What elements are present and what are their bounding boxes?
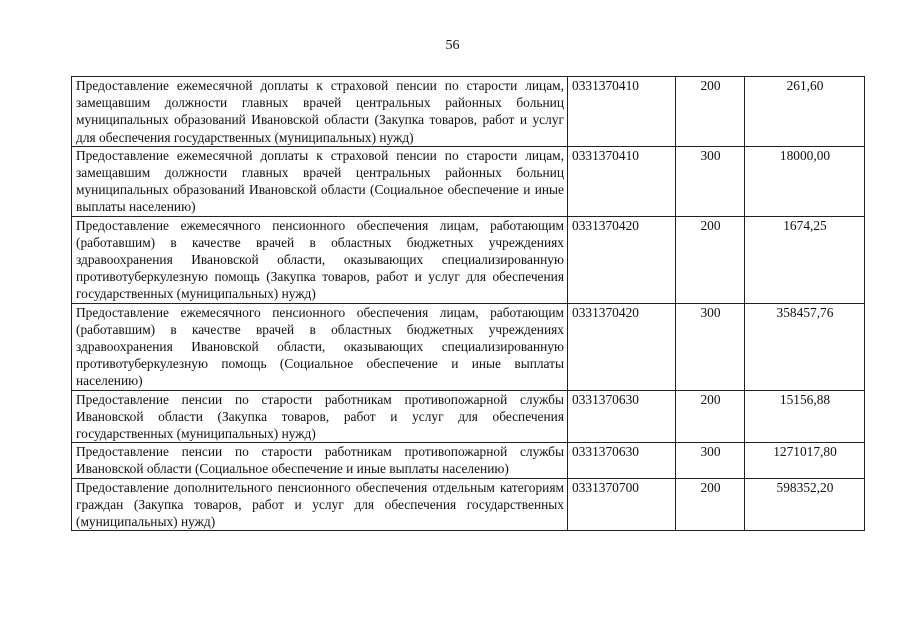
expense-description: Предоставление ежемесячного пенсионного обеспечения лицам, работающим (работавшим) в качестве врачей в областных бюджетных учреждениях здравоохранения Ивановской области, оказывающих специализированную противотуберкулезную помощь (Социальное обеспечение и иные выплаты населению)	[72, 303, 568, 390]
table-row	[72, 216, 865, 303]
target-item-code: 0331370420	[568, 303, 676, 390]
target-item-code: 0331370410	[568, 77, 676, 147]
expense-type-code: 200	[676, 478, 745, 531]
target-item-code: 0331370420	[568, 216, 676, 303]
expense-description: Предоставление пенсии по старости работникам противопожарной службы Ивановской области (Социальное обеспечение и иные выплаты населению)	[72, 443, 568, 478]
budget-table	[71, 76, 865, 531]
expense-description: Предоставление ежемесячной доплаты к страховой пенсии по старости лицам, замещавшим должности главных врачей центральных районных больниц муниципальных образований Ивановской области (Социальное обеспечение и иные выплаты населению)	[72, 146, 568, 216]
expense-description: Предоставление пенсии по старости работникам противопожарной службы Ивановской области (Закупка товаров, работ и услуг для обеспечения государственных (муниципальных) нужд)	[72, 390, 568, 443]
expense-type-code: 200	[676, 390, 745, 443]
target-item-code: 0331370630	[568, 390, 676, 443]
expense-type-code: 300	[676, 146, 745, 216]
amount-value: 18000,00	[745, 146, 865, 216]
target-item-code: 0331370630	[568, 443, 676, 478]
table-row	[72, 443, 865, 478]
amount-value: 598352,20	[745, 478, 865, 531]
amount-value: 15156,88	[745, 390, 865, 443]
amount-value: 1674,25	[745, 216, 865, 303]
amount-value: 261,60	[745, 77, 865, 147]
page-number: 56	[445, 38, 460, 53]
expense-description: Предоставление ежемесячной доплаты к страховой пенсии по старости лицам, замещавшим должности главных врачей центральных районных больниц муниципальных образований Ивановской области (Закупка товаров, работ и услуг для обеспечения государственных (муниципальных) нужд)	[72, 77, 568, 147]
expense-description: Предоставление ежемесячного пенсионного обеспечения лицам, работающим (работавшим) в качестве врачей в областных бюджетных учреждениях здравоохранения Ивановской области, оказывающих специализированную противотуберкулезную помощь (Закупка товаров, работ и услуг для обеспечения государственных (муниципальных) нужд)	[72, 216, 568, 303]
target-item-code: 0331370410	[568, 146, 676, 216]
table-row	[72, 478, 865, 531]
expense-type-code: 200	[676, 77, 745, 147]
expense-type-code: 300	[676, 443, 745, 478]
amount-value: 1271017,80	[745, 443, 865, 478]
table-row	[72, 390, 865, 443]
expense-description: Предоставление дополнительного пенсионного обеспечения отдельным категориям граждан (Закупка товаров, работ и услуг для обеспечения государственных (муниципальных) нужд)	[72, 478, 568, 531]
budget-table-body	[72, 77, 865, 531]
amount-value: 358457,76	[745, 303, 865, 390]
expense-type-code: 300	[676, 303, 745, 390]
target-item-code: 0331370700	[568, 478, 676, 531]
table-row	[72, 146, 865, 216]
expense-type-code: 200	[676, 216, 745, 303]
table-row	[72, 303, 865, 390]
table-row	[72, 77, 865, 147]
